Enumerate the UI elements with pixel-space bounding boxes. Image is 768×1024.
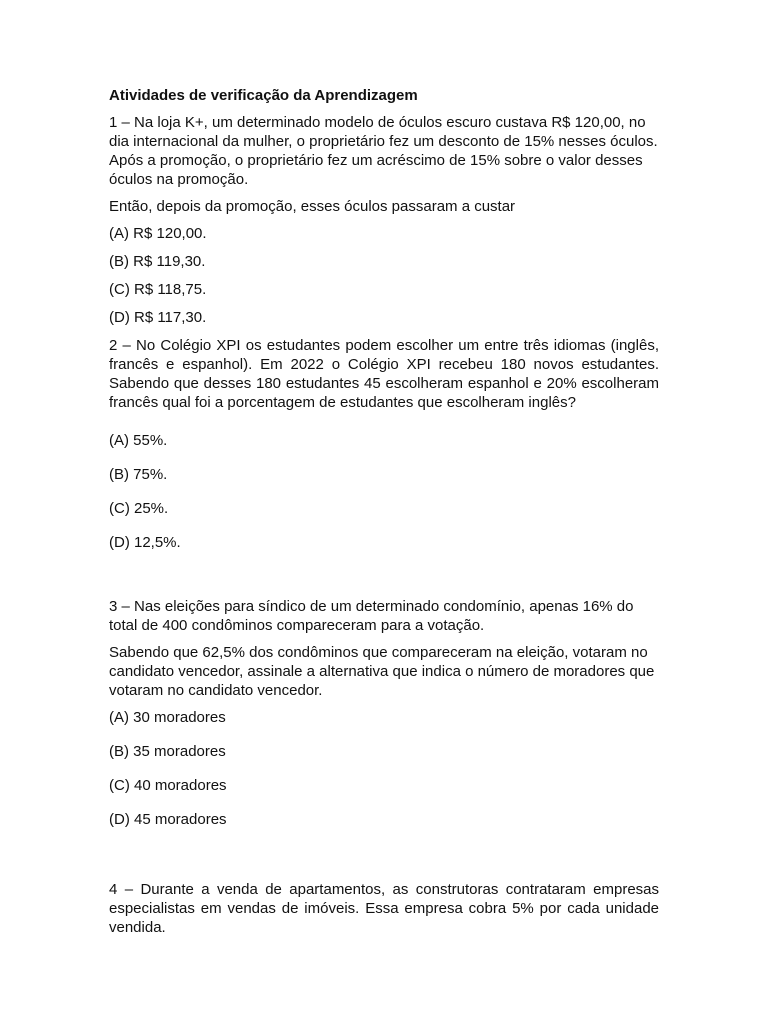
question-2-option-d: (D) 12,5%.: [109, 534, 181, 551]
question-3-option-d: (D) 45 moradores: [109, 811, 227, 828]
spacer: [109, 844, 659, 880]
question-4-text: 4 – Durante a venda de apartamentos, as construtoras contrataram empresas especialistas em vendas de imóveis. Essa empresa cobra 5% por cada unidade vendida.: [109, 881, 659, 936]
question-1-option-b: (B) R$ 119,30.: [109, 253, 206, 270]
document-title: Atividades de verificação da Aprendizagem: [109, 87, 418, 104]
question-3-prompt: Sabendo que 62,5% dos condôminos que compareceram na eleição, votaram no candidato vencedor, assinale a alternativa que indica o número de moradores que votaram no candidato vencedor.: [109, 644, 655, 699]
question-2-option-b: (B) 75%.: [109, 466, 168, 483]
question-2-text: 2 – No Colégio XPI os estudantes podem escolher um entre três idiomas (inglês, francês e espanhol). Em 2022 o Colégio XPI recebeu 180 novos estudantes. Sabendo que desses 180 estudantes 45 escolheram espanhol e 20% escolheram francês qual foi a porcentagem de estudantes que escolheram inglês?: [109, 337, 659, 411]
question-1-text: 1 – Na loja K+, um determinado modelo de óculos escuro custava R$ 120,00, no dia internacional da mulher, o proprietário fez um desconto de 15% nesses óculos. Após a promoção, o proprietário fez um acréscimo de 15% sobre o valor desses óculos na promoção.: [109, 114, 658, 188]
question-2-option-a: (A) 55%.: [109, 432, 168, 449]
document-page: [109, 86, 659, 945]
question-1-option-d: (D) R$ 117,30.: [109, 309, 207, 326]
question-3-option-b: (B) 35 moradores: [109, 743, 226, 760]
question-1-prompt: Então, depois da promoção, esses óculos passaram a custar: [109, 198, 516, 215]
question-1-option-c: (C) R$ 118,75.: [109, 281, 207, 298]
spacer: [109, 420, 659, 431]
question-3-text: 3 – Nas eleições para síndico de um determinado condomínio, apenas 16% do total de 400 condôminos compareceram para a votação.: [109, 598, 634, 634]
spacer: [109, 567, 659, 597]
question-1-option-a: (A) R$ 120,00.: [109, 225, 207, 242]
question-2-option-c: (C) 25%.: [109, 500, 169, 517]
question-3-option-a: (A) 30 moradores: [109, 709, 226, 726]
question-3-option-c: (C) 40 moradores: [109, 777, 227, 794]
